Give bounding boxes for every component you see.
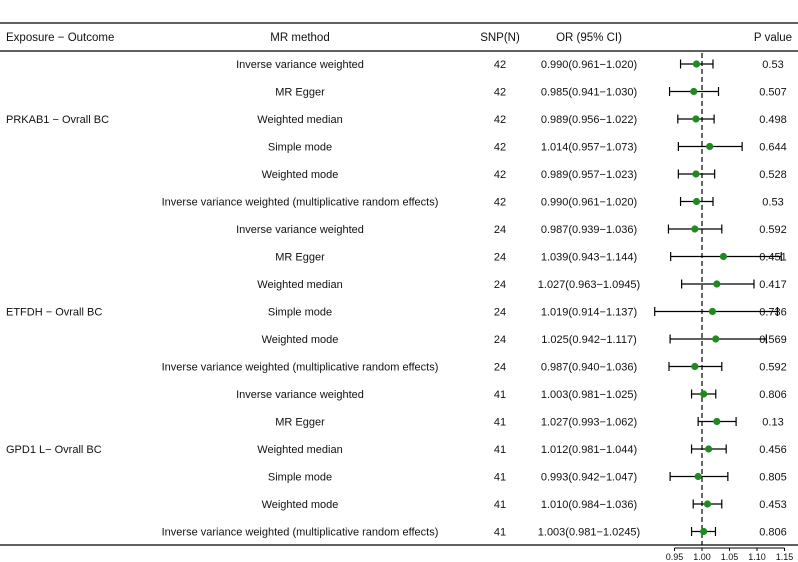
snp-count-cell: 41 xyxy=(493,416,507,429)
p-value-cell: 0.453 xyxy=(759,499,787,511)
or-ci-cell: 0.987(0.939−1.036) xyxy=(540,224,638,236)
p-value-cell: 0.805 xyxy=(759,471,787,484)
mr-method-cell: Simple mode xyxy=(267,141,333,154)
p-value-cell: 0.806 xyxy=(759,526,787,539)
table-row xyxy=(257,279,786,291)
or-ci-cell: 0.989(0.957−1.023) xyxy=(540,169,638,181)
or-ci-cell: 1.019(0.914−1.137) xyxy=(540,306,638,319)
or-point xyxy=(692,115,699,122)
or-ci-cell: 0.993(0.942−1.047) xyxy=(540,471,638,484)
or-point xyxy=(695,473,702,480)
mr-method-cell: Weighted mode xyxy=(261,499,339,511)
p-value-cell: 0.456 xyxy=(759,444,787,456)
mr-method-cell: MR Egger xyxy=(275,416,325,429)
or-ci-cell: 0.989(0.956−1.022) xyxy=(540,114,638,126)
or-ci-cell: 1.010(0.984−1.036) xyxy=(540,499,638,511)
or-point xyxy=(713,418,720,425)
table-row xyxy=(275,252,787,264)
table-row xyxy=(6,444,787,456)
point-estimates xyxy=(690,60,727,535)
p-value-cell: 0.644 xyxy=(759,141,787,154)
table-rows xyxy=(6,59,787,539)
or-point xyxy=(705,445,712,452)
mr-method-cell: Inverse variance weighted xyxy=(236,389,364,401)
p-value-cell: 0.592 xyxy=(759,224,787,236)
header-or-ci: OR (95% CI) xyxy=(556,32,622,44)
snp-count-cell: 42 xyxy=(493,114,507,126)
x-tick-label: 0.95 xyxy=(665,552,684,562)
snp-count-cell: 42 xyxy=(493,169,507,181)
or-point xyxy=(690,88,697,95)
mr-method-cell: Weighted median xyxy=(257,279,343,291)
confidence-intervals xyxy=(655,60,782,537)
snp-count-cell: 41 xyxy=(493,499,507,511)
mr-method-cell: Weighted mode xyxy=(261,334,339,346)
mr-method-cell: Simple mode xyxy=(267,306,333,319)
mr-method-cell: Weighted median xyxy=(257,444,343,456)
table-row xyxy=(6,114,787,126)
table-row xyxy=(275,417,783,429)
or-ci-cell: 1.014(0.957−1.073) xyxy=(540,141,638,154)
snp-count-cell: 24 xyxy=(493,279,507,291)
mr-method-cell: Inverse variance weighted (multiplicative random effects) xyxy=(161,196,439,209)
x-tick-label: 1.10 xyxy=(748,552,766,562)
p-value-cell: 0.53 xyxy=(762,59,784,71)
or-ci-cell: 1.039(0.943−1.144) xyxy=(540,251,638,264)
table-row xyxy=(275,87,787,99)
x-tick-label: 1.15 xyxy=(775,552,794,562)
or-point xyxy=(713,280,720,287)
snp-count-cell: 24 xyxy=(493,334,507,346)
header-exposure: Exposure − Outcome xyxy=(6,32,115,44)
mr-method-cell: Weighted mode xyxy=(261,169,339,181)
x-tick-label: 1.00 xyxy=(693,552,711,562)
or-ci-cell: 0.987(0.940−1.036) xyxy=(540,361,638,374)
table-row xyxy=(268,472,787,484)
p-value-cell: 0.13 xyxy=(762,416,784,429)
table-row xyxy=(162,527,787,539)
snp-count-cell: 41 xyxy=(493,526,507,539)
mr-method-cell: MR Egger xyxy=(275,251,325,264)
or-ci-cell: 1.003(0.981−1.025) xyxy=(540,389,638,401)
p-value-cell: 0.528 xyxy=(759,169,787,181)
or-ci-cell: 1.027(0.993−1.062) xyxy=(540,416,638,429)
exposure-outcome-label: PRKAB1 − Ovrall BC xyxy=(6,114,110,126)
snp-count-cell: 24 xyxy=(493,361,507,374)
or-ci-cell: 0.990(0.961−1.020) xyxy=(540,59,638,71)
p-value-cell: 0.806 xyxy=(759,389,787,401)
p-value-cell: 0.592 xyxy=(759,361,787,374)
table-row xyxy=(6,307,787,319)
snp-count-cell: 42 xyxy=(493,196,507,209)
table-row xyxy=(162,197,784,209)
mr-method-cell: Inverse variance weighted xyxy=(236,224,364,236)
x-axis xyxy=(666,548,794,562)
p-value-cell: 0.569 xyxy=(759,334,787,346)
p-value-cell: 0.451 xyxy=(759,251,787,264)
p-value-cell: 0.498 xyxy=(759,114,787,126)
or-point xyxy=(704,500,711,507)
or-point xyxy=(693,60,700,67)
p-value-cell: 0.417 xyxy=(759,279,787,291)
mr-method-cell: Inverse variance weighted (multiplicative random effects) xyxy=(161,526,439,539)
or-point xyxy=(700,390,707,397)
snp-count-cell: 42 xyxy=(493,59,507,71)
exposure-outcome-label: ETFDH − Ovrall BC xyxy=(6,306,103,319)
snp-count-cell: 41 xyxy=(493,389,507,401)
or-point xyxy=(706,143,713,150)
or-point xyxy=(691,363,698,370)
p-value-cell: 0.736 xyxy=(759,306,787,319)
snp-count-cell: 41 xyxy=(493,444,507,456)
or-ci-cell: 0.990(0.961−1.020) xyxy=(540,196,638,209)
mr-method-cell: Simple mode xyxy=(267,471,333,484)
mr-method-cell: Inverse variance weighted xyxy=(236,59,364,71)
p-value-cell: 0.507 xyxy=(759,86,787,99)
table-row xyxy=(262,169,787,181)
snp-count-cell: 41 xyxy=(493,471,507,484)
or-ci-cell: 1.025(0.942−1.117) xyxy=(541,334,637,346)
or-point xyxy=(712,335,719,342)
exposure-outcome-label: GPD1 L− Ovrall BC xyxy=(6,444,102,456)
p-value-cell: 0.53 xyxy=(762,196,784,209)
or-ci-cell: 1.027(0.963−1.0945) xyxy=(537,279,641,291)
or-ci-cell: 0.985(0.941−1.030) xyxy=(540,86,638,99)
or-ci-cell: 1.012(0.981−1.044) xyxy=(540,444,638,456)
header-mr-method: MR method xyxy=(270,32,330,44)
mr-method-cell: Weighted median xyxy=(257,114,343,126)
snp-count-cell: 24 xyxy=(493,251,507,264)
snp-count-cell: 24 xyxy=(493,224,507,236)
mr-method-cell: Inverse variance weighted (multiplicative random effects) xyxy=(161,361,439,374)
or-point xyxy=(720,253,727,260)
table-row xyxy=(236,224,787,236)
snp-count-cell: 24 xyxy=(493,306,507,319)
or-point xyxy=(692,170,699,177)
header-p-value: P value xyxy=(753,32,793,44)
or-ci-cell: 1.003(0.981−1.0245) xyxy=(537,526,641,539)
header-snp: SNP(N) xyxy=(480,32,520,44)
snp-count-cell: 42 xyxy=(493,86,507,99)
or-point xyxy=(700,528,707,535)
mr-method-cell: MR Egger xyxy=(275,86,325,99)
or-point xyxy=(691,225,698,232)
or-point xyxy=(709,308,716,315)
table-row xyxy=(262,334,787,346)
snp-count-cell: 42 xyxy=(493,141,507,154)
or-point xyxy=(693,198,700,205)
x-tick-label: 1.05 xyxy=(720,552,739,562)
